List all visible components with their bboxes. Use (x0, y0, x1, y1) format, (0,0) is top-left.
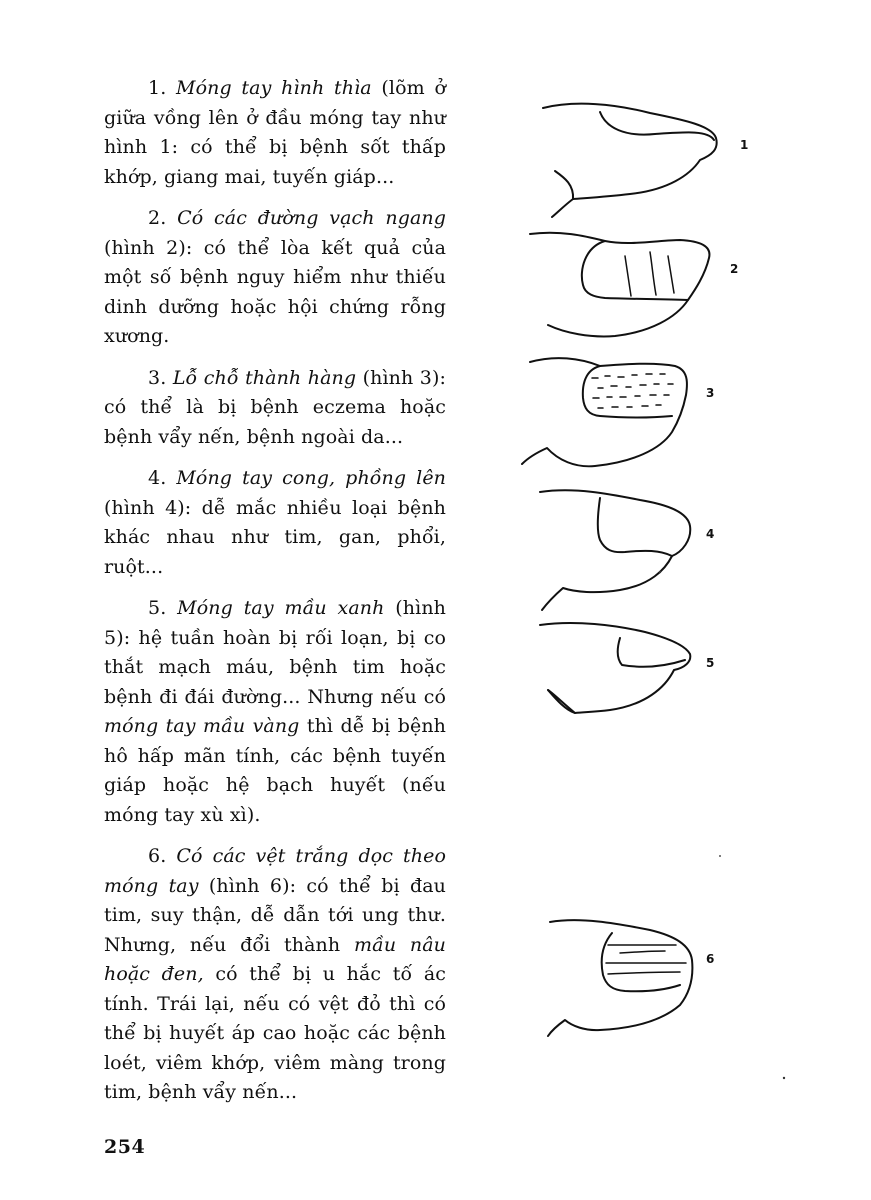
fingernail-figure-1 (543, 104, 748, 217)
item-number: 1. (148, 77, 167, 99)
item-term: Lỗ chỗ thành hàng (172, 366, 357, 389)
item-text: (hình 2): có thể lòa kết quả của một số bệnh nguy hiểm như thiếu dinh dưỡng hoặc hội chứng rỗng xương. (104, 236, 446, 347)
fingernail-figure-2 (530, 233, 738, 337)
item-text: (hình 3): có thể là bị bệnh eczema hoặc bệnh vẩy nến, bệnh ngoài da... (104, 366, 447, 448)
fingernail-figure-5 (540, 623, 714, 713)
item-term-secondary: móng tay mầu vàng (104, 715, 300, 737)
item-term-secondary: mầu nâu hoặc đen, (104, 933, 447, 985)
item-number: 3. (148, 366, 167, 389)
page-number: 254 (104, 1136, 146, 1158)
figure-label-5: 5 (706, 656, 715, 670)
figure-label-4: 4 (706, 527, 715, 541)
item-number: 2. (148, 207, 167, 229)
item-number: 4. (148, 467, 167, 489)
item-term: Có các vệt trắng dọc theo móng tay (104, 845, 447, 897)
item-number: 6. (148, 845, 167, 867)
item-term: Móng tay hình thìa (176, 77, 372, 99)
paragraph-2 (104, 204, 446, 352)
scan-speck (783, 1077, 785, 1079)
scan-speck (659, 571, 661, 573)
fingernail-figure-4 (540, 490, 714, 610)
paragraph-1 (104, 74, 446, 192)
text-column (104, 74, 446, 1120)
item-text: (hình 5): hệ tuần hoàn bị rối loạn, bị co thắt mạch máu, bệnh tim hoặc bệnh đi đái đường... Nhưng nếu có (104, 597, 446, 708)
paragraph-3 (104, 364, 446, 453)
item-term: Móng tay cong, phồng lên (176, 467, 446, 489)
item-term: Có các đường vạch ngang (177, 207, 446, 229)
figure-label-6: 6 (706, 952, 715, 966)
item-text: (lõm ở giữa vồng lên ở đầu móng tay như hình 1: có thể bị bệnh sốt thấp khớp, giang mai, tuyến giáp... (104, 77, 446, 188)
fingernail-figure-6 (548, 920, 714, 1036)
paragraph-5 (104, 594, 446, 830)
item-number: 5. (148, 597, 167, 619)
item-text-continued: thì dễ bị bệnh hô hấp mãn tính, các bệnh tuyến giáp hoặc hệ bạch huyết (nếu móng tay xù xì). (104, 715, 446, 826)
figure-label-1: 1 (740, 138, 749, 152)
scan-speck (719, 855, 721, 857)
fingernail-figure-3 (522, 358, 714, 466)
figure-label-3: 3 (706, 386, 715, 400)
pit-marks (592, 374, 673, 408)
figure-label-2: 2 (730, 262, 739, 276)
item-text: (hình 6): có thể bị đau tim, suy thận, dễ dẫn tới ung thư. Nhưng, nếu đổi thành (104, 874, 446, 956)
item-text: (hình 4): dễ mắc nhiều loại bệnh khác nhau như tim, gan, phổi, ruột... (104, 496, 446, 578)
paragraph-4 (104, 464, 446, 582)
item-term: Móng tay mầu xanh (177, 597, 385, 619)
paragraph-6 (104, 842, 446, 1108)
item-text-continued: có thể bị u hắc tố ác tính. Trái lại, nếu có vệt đỏ thì có thể bị huyết áp cao hoặc các bệnh loét, viêm khớp, viêm màng trong tim, bệnh vẩy nến... (104, 963, 446, 1103)
